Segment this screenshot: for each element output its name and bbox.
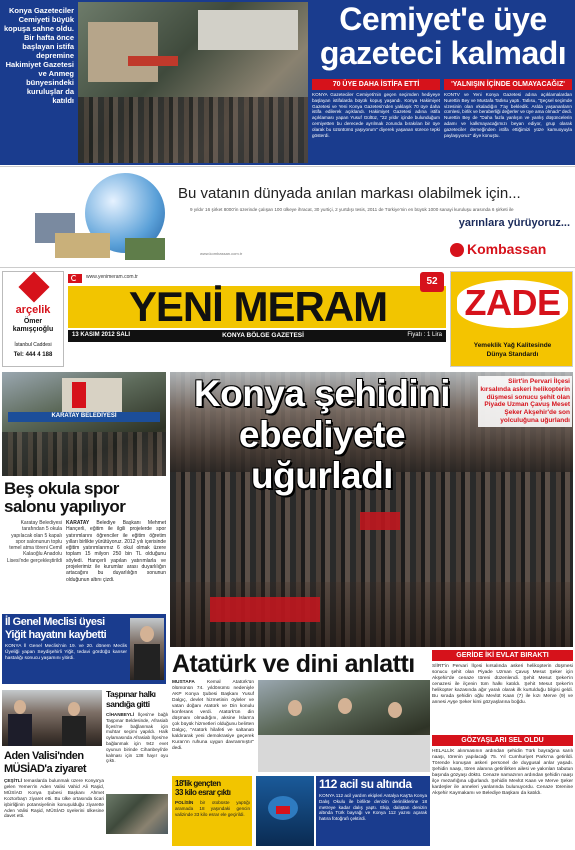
zade-ad[interactable] — [450, 271, 573, 367]
school-story-photo — [2, 372, 166, 476]
minors-story-text: bir otobüste yaptığı aramada 18 yaşındaki gencin valizinde 33 kilo esrar ele geçirildi. — [175, 800, 250, 817]
taspinar-story-text: İlçesi'ne bağlı Taşpınar Beldesinde, Afrasiab İlçesi'ne bağlanmak için muhtar seçimi yapıldı. Halk oylamasında Afrasiab İlçesi'ne bağlanmak için 942 evet oyunun birinde Cihanbeyli'de kalması için 138 hayır oyu çıktı. — [106, 712, 168, 764]
kombassan-globe-image — [35, 173, 170, 263]
top-story-sub1-title: 70 ÜYE DAHA İSTİFA ETTİ — [312, 79, 440, 90]
masthead — [68, 272, 446, 348]
masthead-price: Fiyatı : 1 Lira — [407, 332, 442, 338]
taspinar-story-headline — [106, 690, 168, 709]
governor-story-text: temaslarda bulunmak üzere Konya'ya gelen Yemen'in Aden Valisi Vahid Ali Raşid, MÜSİAD Konya Şubesi Başkanı Ahmet Koztorbaş'ı ziyaret etti. Bu ülke ortasında ticari işbirliğinin potansiyelinin konuşulduğu ziyarette Aden Valisi Raşid, MÜSİAD üyelerini ülkesine davet etti. — [4, 778, 104, 819]
arcelik-phone: Tel: 444 4 188 — [13, 352, 53, 358]
kombassan-logo-icon — [450, 243, 464, 257]
top-story-photo — [78, 2, 308, 163]
top-story-sub1-text: KONYA Gazeteciler Cemiyeti'nin geçen seçimden hediyeye başlayan istifalarda büyük kopuş yaşandı. Konya Hakimiyet Gazetesi ve Yeni Konya Gazetesi'nden yaklaşık 70 üye daha istifa edilerek açıklandı. Hakimiyet Gazetesi adına istifa açıklaması yapan Yusuf Gültüz, "22 yıldır içinde bulunduğum cemiyetten bu derecede ayrılmak zorunda bırakılan bir üye olarak bu üzüntümü yaşıyorum" diyerek yaşanan sürece tepki gösterdi. — [312, 92, 440, 138]
school-story-lead: KARATAY — [66, 520, 90, 526]
governor-headline-line2: MÜSİAD'a ziyaret — [4, 762, 87, 775]
school-story-text: Belediye Başkanı Mehmet Hançerli, eğitim ile ilgili projelerde spor yatırımlarını öğrenciler ile eğitim öğretim yılları birlikte yürütüyoruz. 2012 yılı içerisinde eğitim yatırımlarımız 6 okul olmak üzere toplam 15 milyon 250 bin TL olduğunu söyledi. Hançerli yapılan yatırımlarla ve projelerimiz ile kurumlar arası duyarlılığın artacağını bu duyarlılığın sonunun olduğunun altını çizdi. — [66, 520, 166, 583]
minors-headline-line2: 33 kilo esrar çıktı — [175, 788, 231, 797]
arcelik-city: İstanbul Caddesi — [14, 342, 52, 348]
minors-story-body — [175, 800, 250, 817]
governor-story-headline — [4, 750, 104, 775]
taspinar-story-photo — [106, 794, 168, 834]
ambulance-story-text: KONYA 112 acil yardım ekipleri Antalya Kaş'ta Konya Dalış Okulu ile birlikte denizin derinliklerine 18 metreye kadar dalış yaptı. Ekip, dalıştan denizin altında Türk bayrağı ve Konya 112 yazısı açarak hatıra fotoğrafı çektirdi. — [319, 793, 427, 822]
arcelik-dealer-line1: Ömer — [23, 318, 43, 325]
arcelik-dealer-line2: kamışçıoğlu — [12, 326, 54, 333]
top-story-headline-line1: Cemiyet'e üye — [339, 1, 547, 37]
zade-slogan-line1: Yemeklik Yağ Kalitesinde — [473, 342, 552, 349]
kombassan-facts: 9 yıldır 16 şirket 8000'in üzerinde çalışan 100 ülkeye ihracat, 30 yurtiçi, 2 yurtdışı tesis, 2011 de Türkiye'nin en büyük 1000 sanayi kuruluşu arasında 6 şirketi ile — [190, 207, 514, 212]
school-story-left-text: Karatay Belediyesi tarafından 5 okula yapılacak olan 5 kapalı spor salonunun toplu temel atma töreni Cemil Kalaoğlu Anadolu Lisesi'nde gerçekleştirildi — [6, 520, 62, 564]
kombassan-brand: Kombassan — [467, 241, 547, 257]
minors-story-headline — [175, 779, 250, 797]
top-story-headline — [313, 2, 573, 70]
kombassan-tagline: Bu vatanın dünyada anılan markası olabilmek için... — [178, 185, 521, 202]
top-story-sub2-text: KONTV ve Yeni Konya Gazetesi adına açıklamalardan Nurettin Bey ve Mustafa Tatlısu yaptı. Tatlısu, "Şeçsel seçimde vizesinin olan ırkaladığın 7'ay bekledik. Aslda yaşananların cümlesi, birlik ve beraberliği değerler ve üye ama olmadı" dedi. Nurettin Bey de "Daha fazla yanlışın ve yanlış düşüncelerin adamı ve kalkmayacağımızı beyan ediyor, grup olarak gazeteciler derneğinden istifa ettiğimizi yüze kamuoyuyla paylaşıyoruz" diye konuştu. — [444, 92, 572, 138]
taspinar-headline-line1: Taşpınar halkı — [106, 689, 156, 699]
ambulance-story-headline: 112 acil su altında — [319, 777, 412, 791]
zade-slogan-line2: Dünya Standardı — [486, 351, 539, 358]
kombassan-website[interactable]: www.kombassan.com.tr — [200, 251, 243, 256]
masthead-subtitle: KONYA BÖLGE GAZETESİ — [222, 332, 304, 339]
council-headline-line2: Yiğit hayatını kaybetti — [5, 628, 107, 641]
taspinar-story-lead: CİHANBEYLİ — [106, 712, 135, 717]
school-story-body — [66, 520, 166, 583]
kombassan-logo — [450, 241, 570, 259]
minors-story-lead: POLİSİN — [175, 800, 194, 805]
ataturk-story-text: Kemal Atatürk'ün ölümünün 74. yıldönümü nedeniyle AKP Konya Şubesi Başkanı Yusuf Dalgıç, devlet hizmetinin öyleler ve vatan doğanı Atatürk ve Din konulu konferans verdi. Atatürk'ün din düşmanı olmadığını, aksine İslam'a çok büyük hizmetleri olduğunu belirten Dalgıç, "Atatürk hilafeti ve saltanatı kaldırarak yeni demokrasiye geçerek Kuran'ın ruhuna uygun davranmıştır" dedi. — [172, 680, 254, 751]
school-headline-line1: Beş okula spor — [4, 479, 119, 498]
turkish-flag-icon — [68, 274, 82, 283]
taspinar-story-body — [106, 712, 168, 764]
school-photo-banner: KARATAY BELEDİYESİ — [51, 413, 117, 419]
governor-story-photo — [2, 690, 102, 746]
minors-headline-line1: 18'lik gençten — [175, 779, 221, 788]
zade-brand: ZADE — [464, 282, 561, 323]
governor-headline-line1: Aden Valisi'nden — [4, 750, 84, 762]
ataturk-story-body — [172, 680, 254, 752]
martyr-headline-line2: ebediyete uğurladı — [238, 414, 406, 496]
kombassan-slogan: yarınlara yürüyoruz... — [458, 217, 570, 229]
council-story-headline — [5, 616, 130, 641]
martyr-sub2-text: HELALLİK alınmasının ardından şehidin Türk bayrağına sarılı naaşı, törenin yapılacağı 75. Yıl Cumhuriyet Parkı'na getirildi. Törende konuşan askeri personel de duygusal anlar yaşadı. Şehidin naaşı, tören alanına getirilirken ailesi ve yakınları tabutun başında gözyaşı döktü. Cenaze namazının ardından şehidin naaşı ilçe mezarlığına uğurlandı. Şehidin Mevlüt Kaan ve Merve Şeker kardeşler ile anneleri yanlarında bulunuyordu. Cenaze törenine Akşehir Kaymakamı ve Belediye Başkanı da katıldı. — [432, 749, 573, 796]
council-story-text: KONYA İl Genel Meclisi'nin 19. ve 20. dönem Meclis Üyeliği yapan Seydişehirli Yiğit, tedavi gördüğü kanser hastalığı sonucu yaşamını yitirdi. — [5, 644, 127, 661]
arcelik-ad[interactable] — [2, 271, 64, 367]
martyr-story-headline — [172, 373, 472, 496]
martyr-headline-line1: Konya şehidini — [193, 373, 451, 414]
ataturk-story-photo — [258, 680, 430, 772]
governor-story-body — [4, 778, 104, 819]
top-story-side-text: Konya Gazeteciler Cemiyeti büyük kopuşa sahne oldu. Bir hafta önce başlayan istifa depremine Hakimiyet Gazetesi ve Anmeg bünyesindeki kuruluşlar da katıldı — [4, 6, 75, 105]
school-headline-line2: salonu yapılıyor — [4, 497, 126, 516]
council-headline-line1: İl Genel Meclisi üyesi — [5, 616, 105, 628]
masthead-date: 13 KASIM 2012 SALI — [72, 332, 131, 338]
arcelik-brand: arçelik — [15, 304, 51, 316]
council-story-portrait — [130, 618, 164, 680]
masthead-badge: 52 — [420, 272, 444, 292]
martyr-sub-text: SİİRT'in Pervari İlçesi kırsalında askeri helikopterin düşmesi sonucu şehit olan Piyade Uzman Çavuş Mesut Şeker için Akşehir'de cenaze töreni düzenlendi. Şehit Mesut Şeker'in cenazesi ile ilçenin tüm halkı katıldı. Şehit Mesut Şeker'in helikopter kazasında ağır yaralı olarak ilk kurtulduğu bilgisi geldi. Bu sırada şehidin oğlu Mevlüt Kaan (7) ile kızı Merve (9) ve annesi Ayşe Şeker kimi gözyaşlarına boğdu. — [432, 664, 573, 705]
arcelik-logo-icon — [18, 271, 49, 302]
masthead-website[interactable]: www.yenimeram.com.tr — [86, 274, 138, 280]
school-story-headline — [4, 480, 166, 516]
ataturk-story-headline: Atatürk ve dini anlattı — [172, 650, 415, 678]
martyr-sub-title: GERİDE İKİ EVLAT BIRAKTI — [432, 650, 573, 661]
ambulance-story-photo — [256, 776, 314, 846]
top-story-headline-line2: gazeteci kalmadı — [319, 35, 567, 71]
kombassan-ad[interactable] — [0, 166, 575, 268]
masthead-title: YENİ MERAM — [128, 283, 388, 330]
taspinar-headline-line2: sandığa gitti — [106, 698, 150, 709]
martyr-sub2-title: GÖZYAŞLARI SEL OLDU — [432, 735, 573, 746]
ataturk-story-lead: MUSTAFA — [172, 680, 195, 685]
martyr-story-box-text: Siirt'in Pervari İlçesi kırsalında askeri helikopterin düşmesi sonucu şehit olan Piyade Uzman Çavuş Meset Şeker Akşehir'de son yolculuğuna uğurlandı — [478, 376, 572, 427]
governor-story-lead: ÇEŞİTLİ — [4, 778, 22, 783]
top-story-sub2-title: 'YALNIŞIN İÇİNDE OLMAYACAĞIZ' — [444, 79, 572, 90]
